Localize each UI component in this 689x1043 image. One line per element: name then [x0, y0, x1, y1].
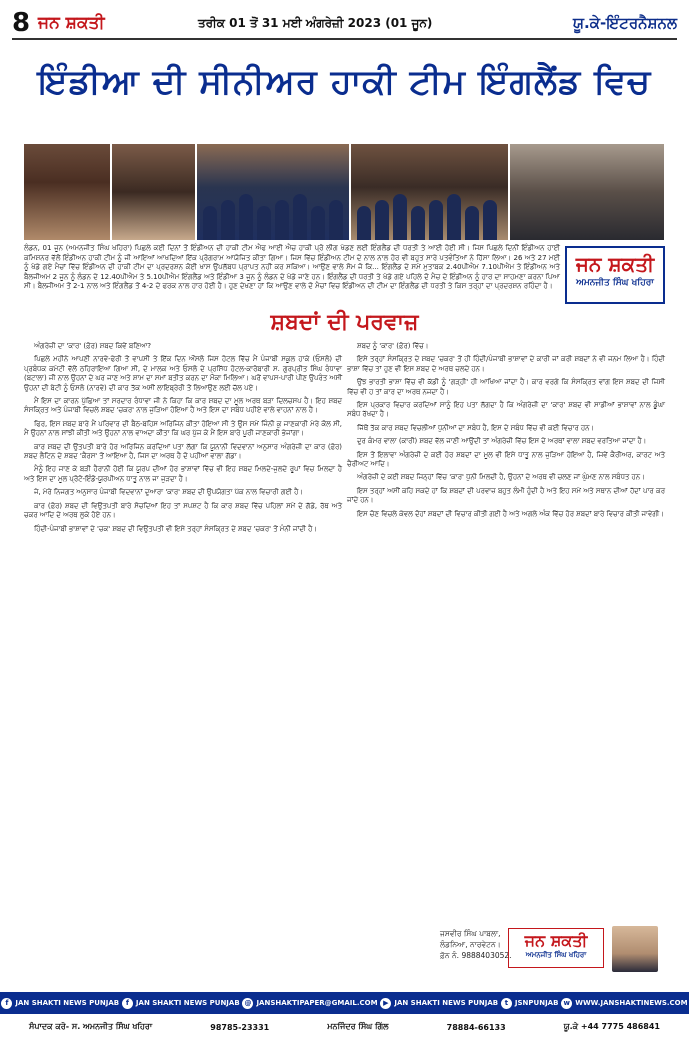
person-figure	[329, 200, 343, 240]
article-title: ਸ਼ਬਦਾਂ ਦੀ ਪਰਵਾਜ਼	[270, 310, 419, 335]
brand-logo-bottom	[508, 928, 604, 968]
team-photo	[197, 144, 349, 240]
person-figure	[483, 200, 497, 240]
paragraph: ਅੰਗਰੇਜ਼ੀ ਦੇ ਕਈ ਸ਼ਬਦ ਜਿਨ੍ਹਾਂ ਵਿੱਚ 'ਕਾਰ' ਧੁਨੀ ਮਿਲਦੀ ਹੈ, ਉਹਨਾਂ ਦੇ ਅਰਥ ਵੀ ਚਲਣ ਜਾਂ ਘੁੰਮਣ ਨਾਲ ਸਬੰਧਤ ਹਨ।	[357, 473, 645, 482]
paragraph: ਇਸ ਤਰ੍ਹਾਂ ਅਸੀਂ ਕਹਿ ਸਕਦੇ ਹਾਂ ਕਿ ਸ਼ਬਦਾਂ ਦੀ ਪਰਵਾਜ਼ ਬਹੁਤ ਲੰਮੀ ਹੁੰਦੀ ਹੈ ਅਤੇ ਇਹ ਸਮੇਂ ਅਤੇ ਸਥਾਨ ਦੀਆਂ ਹੱਦਾਂ ਪਾਰ ਕਰ ਜਾਂਦੇ ਹਨ।	[347, 486, 665, 505]
contact-item: ਸੰਪਾਦਕ ਕਰੋ- ਸ. ਅਮਨਜੀਤ ਸਿੰਘ ਖਹਿਰਾ	[29, 1022, 153, 1031]
person-figure	[311, 206, 325, 240]
person-figure	[293, 194, 307, 240]
paragraph: ਕਾਰ ਸ਼ਬਦ ਦੀ ਉਤਪਤੀ ਬਾਰੇ ਹੋਰ ਅਰਿਜਿਨ ਕਰਦਿਆਂ ਪਤਾ ਲੱਗਾ ਕਿ ਯੂਨਾਨੀ ਵਿਦਵਾਨਾਂ ਅਨੁਸਾਰ ਅੰਗਰੇਜ਼ੀ ਦਾ ਕਾਰ (ਫ਼ੋਰ) ਸ਼ਬਦ ਲੈਟਿਨ ਦੇ ਸ਼ਬਦ 'ਕੈਰਸ' ਤੋਂ ਆਇਆ ਹੈ, ਜਿਸ ਦਾ ਅਰਥ ਹੈ ਦੋ ਪਹੀਆਂ ਵਾਲਾ ਗੱਡਾ।	[24, 442, 342, 461]
footer-item[interactable]	[1, 998, 119, 1009]
person-figure	[357, 206, 371, 240]
paragraph: ਦੁਰ ਕੰਮਰ ਵਾਲਾ (ਕਾਰੀ) ਸ਼ਬਦ ਵੱਲ ਜਾਣੀ ਆਉਂਦੀ ਤਾਂ ਅੰਗਰੇਜ਼ੀ ਵਿੱਚ ਇਸ ਦੇ ਅਰਥਾਂ ਵਾਲਾ ਸ਼ਬਦ ਵਰਤਿਆ ਜਾਂਦਾ ਹੈ।	[357, 437, 647, 446]
paragraph: ਕਾਰ (ਫ਼ੋਰ) ਸ਼ਬਦ ਦੀ ਵਿਉਤਪਤੀ ਬਾਰੇ ਸੋਚਦਿਆਂ ਇਹ ਤਾਂ ਸਪਸ਼ਟ ਹੈ ਕਿ ਕਾਰ ਸ਼ਬਦ ਵਿੱਚ ਪਹਿਲਾਂ ਸਮੇਂ ਦੇ ਗੱਡੇ, ਰੱਥ ਅਤੇ ਚਕਰ ਆਦਿ ਦੇ ਅਰਥ ਲੁਕੇ ਹੋਏ ਹਨ।	[24, 501, 342, 520]
brand-logo-title: ਜਨ ਸ਼ਕਤੀ	[524, 931, 588, 950]
facebook-icon: f	[122, 998, 133, 1009]
person-figure	[429, 200, 443, 240]
event-photo-2	[112, 144, 196, 240]
brand-box-subtitle: ਅਮਨਜੀਤ ਸਿੰਘ ਖਹਿਰਾ	[576, 278, 654, 288]
twitter-icon: t	[501, 998, 512, 1009]
section-title: ਯੂ.ਕੇ-ਇੰਟਰਨੈਸ਼ਨਲ	[573, 14, 677, 32]
footer-label: JSNPUNJAB	[514, 999, 559, 1007]
paragraph: ਇਸ ਤੋਂ ਇਲਾਵਾ ਅੰਗਰੇਜ਼ੀ ਦੇ ਕਈ ਹੋਰ ਸ਼ਬਦਾਂ ਦਾ ਮੂਲ ਵੀ ਇਸੇ ਧਾਤੂ ਨਾਲ ਜੁੜਿਆ ਹੋਇਆ ਹੈ, ਜਿਵੇਂ ਕੈਰੀਅਰ, ਕਾਰਟ ਅਤੇ ਚੈਰੀਅਟ ਆਦਿ।	[347, 450, 665, 469]
footer-label: JAN SHAKTI NEWS PUNJAB	[15, 999, 120, 1007]
person-figure	[239, 194, 253, 240]
footer-item[interactable]	[501, 998, 559, 1009]
mail-icon: @	[244, 999, 252, 1007]
paragraph: ਸ਼ਬਦ ਨੂੰ 'ਕਾਰ' (ਫ਼ੋਰ) ਵਿੱਚ।	[357, 342, 429, 350]
brand-box-title: ਜਨ ਸ਼ਕਤੀ	[575, 252, 655, 276]
event-photo-4	[351, 144, 509, 240]
author-place: ਲੰਡਨਿਆ, ਨਾਰਵੇਟਨ।	[440, 940, 501, 949]
page-header	[12, 8, 677, 40]
author-avatar	[612, 926, 658, 972]
contact-item: ਯੂ.ਕੇ +44 7775 486841	[563, 1022, 660, 1031]
paragraph: ਹਿੰਦੀ-ਪੰਜਾਬੀ ਭਾਸ਼ਾਵਾਂ ਦੇ 'ਚਕ' ਸ਼ਬਦ ਦੀ ਵਿਉਤਪਤੀ ਵੀ ਇਸੇ ਤਰ੍ਹਾਂ ਸੰਸਕ੍ਰਿਤ ਦੇ ਸ਼ਬਦ 'ਚਕਰ' ਤੋਂ ਮੰਨੀ ਜਾਂਦੀ ਹੈ।	[34, 524, 318, 533]
paper-logo: ਜਨ ਸ਼ਕਤੀ	[38, 13, 105, 33]
page-number: 8	[12, 8, 31, 38]
person-figure	[375, 200, 389, 240]
contact-item: 78884-66133	[446, 1022, 506, 1032]
paragraph: ਇਸ ਪ੍ਰਕਾਰ ਵਿਚਾਰ ਕਰਦਿਆਂ ਸਾਨੂੰ ਇਹ ਪਤਾ ਲੱਗਦਾ ਹੈ ਕਿ ਅੰਗਰੇਜ਼ੀ ਦਾ 'ਕਾਰ' ਸ਼ਬਦ ਵੀ ਸਾਡੀਆਂ ਭਾਸ਼ਾਵਾਂ ਨਾਲ ਡੂੰਘਾ ਸਬੰਧ ਰੱਖਦਾ ਹੈ।	[347, 401, 665, 419]
facebook-icon: f	[1, 998, 12, 1009]
person-figure	[465, 206, 479, 240]
paragraph: ਜੇ, ਮੇਰੇ ਨਿਜਗਤ ਅਨੁਸਾਰ ਪੰਜਾਬੀ ਵਿਦਵਾਨਾਂ ਦੁਆਰਾ 'ਕਾਰ' ਸ਼ਬਦ ਦੀ ਉਪਯੋਗਤਾ ਪੱਕ ਨਾਲ ਵਿਚਾਰੀ ਗਈ ਹੈ।	[34, 488, 303, 497]
person-figure	[203, 206, 217, 240]
paragraph: ਉਂਝ ਭਾਰਤੀ ਭਾਸ਼ਾ ਵਿੱਚ ਵੀ ਕੱਡੀ ਨੂੰ 'ਗੜ੍ਹੀ' ਹੀ ਆਖਿਆ ਜਾਂਦਾ ਹੈ। ਕਾਰ ਵਰਗੇ ਕਿ ਸੰਸਕ੍ਰਿਤ ਵਾਂਗ ਇਸ ਸ਼ਬਦ ਦੀ ਜਿਸੀ ਵਿੱਚ ਵੀ ਹ ਤਾਂ ਕਾਰ ਦਾ ਅਰਥ ਨਜਦਾ ਹੈ।	[347, 378, 665, 396]
author-name: ਜਸਵੀਰ ਸਿੰਘ ਪਾਬਲਾ,	[440, 929, 501, 938]
contact-item: 98785-23331	[210, 1022, 270, 1032]
paragraph: ਮੈਨੂੰ ਇਹ ਜਾਣ ਕੇ ਬੜੀ ਹੈਰਾਨੀ ਹੋਈ ਕਿ ਯੂਰਪ ਦੀਆਂ ਹੋਰ ਭਾਸ਼ਾਵਾਂ ਵਿੱਚ ਵੀ ਇਹ ਸ਼ਬਦ ਮਿਲਦੇ-ਜੁਲਦੇ ਰੂਪਾਂ ਵਿਚ ਮਿਲਦਾ ਹੈ ਅਤੇ ਇਸ ਦਾ ਮੂਲ ਪ੍ਰੋਟੋ-ਇੰਡੋ-ਯੂਰਪੀਅਨ ਧਾਤੂ ਨਾਲ ਜਾ ਜੁੜਦਾ ਹੈ।	[24, 465, 342, 483]
contact-footer	[0, 1016, 689, 1038]
article-column-left	[24, 342, 342, 538]
main-headline: ਇੰਡੀਆ ਦੀ ਸੀਨੀਅਰ ਹਾਕੀ ਟੀਮ ਇੰਗਲੈਂਡ ਵਿਚ	[37, 62, 652, 102]
paragraph: ਮੈਂ ਇਸ ਦਾ ਕਾਰਨ ਪੁੱਛਿਆ ਤਾਂ ਸਰਦਾਰ ਰੰਧਾਵਾ ਜੀ ਨੇ ਕਿਹਾ ਕਿ ਕਾਰ ਸ਼ਬਦ ਦਾ ਮੂਲ ਅਰਥ ਬੜਾ ਦਿਲਚਸਪ ਹੈ। ਇਹ ਸ਼ਬਦ ਸੰਸਕ੍ਰਿਤ ਅਤੇ ਪੰਜਾਬੀ ਵਿਚਲੇ ਸ਼ਬਦ 'ਚਕਰ' ਨਾਲ ਜੁੜਿਆ ਹੋਇਆ ਹੈ ਅਤੇ ਇਸ ਦਾ ਸਬੰਧ ਪਹੀਏ ਵਾਲੇ ਵਾਹਨਾਂ ਨਾਲ ਹੈ।	[24, 397, 342, 415]
footer-item[interactable]	[242, 998, 377, 1009]
event-photo-1	[24, 144, 110, 240]
story-intro: ਲੰਡਨ, 01 ਜੂਨ (ਅਮਨਜੀਤ ਸਿੰਘ ਖਹਿਰਾ) ਪਿਛਲੇ ਕਈ ਦਿਨਾਂ ਤੋਂ ਇੰਡੀਅਨ ਦੀ ਹਾਕੀ ਟੀਮ ਐਫ ਆਈ ਐਚ ਹਾਕੀ ਪ੍ਰੋ ਲੀਗ ਖੇਡਣ ਲਈ ਇੰਗਲੈਂਡ ਦੀ ਧਰਤੀ ਤੇ ਆਈ ਹੋਈ ਸੀ। ਜਿਸ ਪਿਛਲੇ ਦਿਨੀਂ ਇੰਡੀਅਨ ਹਾਈ ਕਮਿਸ਼ਨਰ ਵੱਲੋਂ ਇੰਡੀਅਨ ਹਾਕੀ ਟੀਮ ਨੂੰ ਜੀ ਆਇਆਂ ਆਖਦਿਆਂ ਇੱਕ ਪ੍ਰੋਗਰਾਮ ਆਯੋਜਿਤ ਕੀਤਾ ਗਿਆ। ਜਿਸ ਵਿੱਚ ਇੰਡੀਅਨ ਟੀਮ ਦੇ ਨਾਲ ਨਾਲ ਹੋਰ ਵੀ ਬਹੁਤ ਸਾਰੇ ਪਤਵੰਤਿਆਂ ਨੇ ਹਿੱਸਾ ਲਿਆ। 26 ਅਤੇ 27 ਮਈ ਨੂੰ ਖੇਡੇ ਗਏ ਮੈਚਾਂ ਵਿੱਚ ਇੰਡੀਅਨ ਦੀ ਹਾਕੀ ਟੀਮ ਦਾ ਪ੍ਰਦਰਸ਼ਨ ਕੋਈ ਖਾਸ ਉਪਲੱਬਧ ਪ੍ਰਾਪਤ ਨਹੀਂ ਕਰ ਸਕਿਆ। ਆਉਣ ਵਾਲੇ ਸੋਮ ਜੋ ਕਿ... ਇੰਗਲੈਂਡ ਦੇ ਸਮੇਂ ਮੁਤਾਬਕ 2.40ਪੀਐਮ 7.10ਪੀਐਮ ਤੇ ਇੰਡੀਅਨ ਅਤੇ ਬੈਲਜੀਅਮ 2 ਜੂਨ ਨੂੰ ਲੰਡਨ ਦੇ 12.40ਪੀਐਮ ਤੇ 5.10ਪੀਐਮ ਇੰਗਲੈਂਡ ਅਤੇ ਇੰਡੀਆ 3 ਜੂਨ ਨੂੰ ਲੰਡਨ ਦੇ ਖੇਡੇ ਜਾਣੇ ਹਨ। ਇੰਗਲੈਂਡ ਦੀ ਧਰਤੀ ਤੇ ਖੇਡੇ ਗਏ ਪਹਿਲੇ ਦੋ ਮੈਚ ਦੇ ਇੰਡੀਅਨ ਨੂੰ ਹਾਰ ਦਾ ਸਾਹਮਣਾ ਕਰਨਾ ਪਿਆ ਸੀ। ਬੈਲਜੀਅਮ ਤੋਂ 2-1 ਨਾਲ ਅਤੇ ਇੰਗਲੈਂਡ ਤੋਂ 4-2 ਦੇ ਫਰਕ ਨਾਲ ਹਾਰ ਹੋਈ ਹੈ। ਹੁਣ ਦੇਖਣਾ ਹਾਂ ਕਿ ਆਉਣ ਵਾਲੇ ਦੋ ਮੈਚਾਂ ਵਿਚ ਇੰਡੀਅਨ ਦੀ ਟੀਮ ਦਾ ਇੰਗਲੈਂਡ ਦੀ ਧਰਤੀ ਤੇ ਕਿਸ ਤਰ੍ਹਾਂ ਦਾ ਪ੍ਰਦਰਸ਼ਨ ਰਹਿੰਦਾ ਹੈ।	[24, 244, 560, 291]
person-figure	[275, 200, 289, 240]
brand-box	[565, 246, 665, 304]
contact-item: ਮਨਜਿੰਦਰ ਸਿੰਘ ਗਿੱਲ	[327, 1022, 389, 1031]
web-icon: w	[561, 998, 572, 1009]
footer-item[interactable]	[561, 998, 687, 1009]
paragraph: ਇਸੇ ਤਰ੍ਹਾਂ ਸੰਸਕ੍ਰਿਤ ਦੇ ਸ਼ਬਦ 'ਚਕਰ' ਤੋਂ ਹੀ ਹਿੰਦੀ/ਪੰਜਾਬੀ ਭਾਸ਼ਾਵਾਂ ਦੇ ਕਾਰੀ ਜਾਂ ਕਰੀ ਸ਼ਬਦਾਂ ਨੇ ਵੀ ਜਨਮ ਲਿਆ ਹੈ। ਹਿੰਦੀ ਭਾਸ਼ਾ ਵਿੱਚ ਤਾਂ ਹੁਣ ਵੀ ਇਸ ਸ਼ਬਦ ਦੇ ਅਰਥ ਚਲਦੇ ਹਨ।	[347, 355, 665, 373]
person-figure	[257, 206, 271, 240]
footer-label: JAN SHAKTI NEWS PUNJAB	[394, 999, 499, 1007]
footer-label: JAN SHAKTI NEWS PUNJAB	[135, 999, 240, 1007]
person-figure	[447, 194, 461, 240]
youtube-icon: ▶	[380, 998, 391, 1009]
author-signature	[440, 928, 512, 961]
paragraph: ਪਿਛਲੇ ਮਹੀਨੇ ਆਪਣੀ ਨਾਰਵੇ-ਫੇਰੀ ਤੋਂ ਵਾਪਸੀ ਤੇ ਇੱਕ ਦਿਨ ਔਸਲੋ ਜਿਸ ਹੋਟਲ ਵਿੱਚ ਮੈਂ ਪੰਜਾਬੀ ਸਕੂਲ ਹਾਕੇ (ਓਸਲੋ) ਦੀ ਪ੍ਰਬੰਧਕ ਕਮੇਟੀ ਵੱਲੋਂ ਠਹਿਰਾਇਆ ਗਿਆ ਸੀ, ਦੇ ਮਾਲਕ ਅਤੇ ਓਸਲੋ ਦੇ ਪ੍ਰਸਿੱਧ ਹੋਟਲ-ਕਾਰੋਬਾਰੀ ਸ. ਗੁਰਪ੍ਰੀਤ ਸਿੰਘ ਰੰਧਾਵਾ (ਬਟਾਲਾ) ਜੀ ਨਾਲ ਉਹਨਾਂ ਦੇ ਘਰ ਜਾਣ ਅਤੇ ਸ਼ਾਮ ਦਾ ਸਮਾਂ ਬਤੀਤ ਕਰਨ ਦਾ ਮੌਕਾ ਮਿਲਿਆ। ਘਰੋਂ ਵਾਪਸ-ਪਾਰੀ ਪੀਣ ਉਪਰੰਤ ਅਸੀਂ ਉਹਨਾਂ ਦੀ ਬੇਟੀ ਨੂੰ ਓਸਲੋ (ਨਾਰਵੇ) ਦੀ ਕਾਰ ਤੱਕ ਅਸੀਂ ਲਾਇਬ੍ਰੇਰੀ ਤੋਂ ਲਿਆਉਣ ਲਈ ਚੱਲ ਪਏ।	[24, 355, 342, 392]
article-column-right	[347, 342, 665, 523]
photo-strip	[24, 144, 664, 240]
footer-label: WWW.JANSHAKTINEWS.COM	[575, 999, 688, 1007]
footer-label: JANSHAKTIPAPER@GMAIL.COM	[256, 999, 378, 1007]
person-figure	[411, 206, 425, 240]
issue-date: ਤਰੀਕ 01 ਤੋਂ 31 ਮਈ ਅੰਗਰੇਜ਼ੀ 2023 (01 ਜੂਨ)	[198, 15, 433, 30]
paragraph: ਜਿੱਥੋਂ ਤੱਕ ਕਾਰ ਸ਼ਬਦ ਵਿਚਲੀਆਂ ਧੁਨੀਆਂ ਦਾ ਸਬੰਧ ਹੈ, ਇਸ ਦੇ ਸਬੰਧ ਵਿੱਚ ਵੀ ਕਈ ਵਿਚਾਰ ਹਨ।	[357, 423, 595, 432]
social-footer	[0, 992, 689, 1014]
brand-logo-subtitle: ਅਮਨਜੀਤ ਸਿੰਘ ਖਹਿਰਾ	[525, 951, 587, 959]
author-phone: ਫ਼ੋਨ ਨੰ. 9888403052.	[440, 951, 512, 960]
paragraph: ਅੰਗਰੇਜ਼ੀ ਦਾ 'ਕਾਰ' (ਫ਼ੋਰ) ਸ਼ਬਦ ਕਿਵੇਂ ਬਣਿਆ?	[34, 342, 151, 350]
footer-item[interactable]	[380, 998, 498, 1009]
person-figure	[393, 194, 407, 240]
paragraph: ਇਸ ਚੋਣ ਵਿਚਲੇ ਕੇਵਲ ਦੋਹਾਂ ਸ਼ਬਦਾਂ ਦੀ ਵਿਚਾਰ ਕੀਤੀ ਗਈ ਹੈ ਅਤੇ ਅਗਲੇ ਅੰਕ ਵਿੱਚ ਹੋਰ ਸ਼ਬਦਾਂ ਬਾਰੇ ਵਿਚਾਰ ਕੀਤੀ ਜਾਵੇਗੀ।	[357, 509, 664, 518]
paragraph: ਫਿਰ, ਇਸ ਸ਼ਬਦ ਬਾਰੇ ਮੈਂ ਪਰਿਵਾਰ ਦੀ ਬੈਠ-ਬਹਿਸ ਅਰਿਜਿਨ ਕੀਤਾ ਹੋਇਆ ਸੀ ਤੇ ਉਸ ਸਮੇਂ ਜਿੰਨੀ ਕੁ ਜਾਣਕਾਰੀ ਮੇਰੇ ਕੋਲ ਸੀ, ਮੈਂ ਉਹਨਾਂ ਨਾਲ ਸਾਂਝੀ ਕੀਤੀ ਅਤੇ ਉਹਨਾਂ ਨਾਲ ਵਾਅਦਾ ਕੀਤਾ ਕਿ ਘਰ ਪੁੱਜ ਕੇ ਮੈਂ ਇਸ ਬਾਰੇ ਪੂਰੀ ਜਾਣਕਾਰੀ ਭੇਜਾਂਗਾ।	[24, 419, 342, 438]
person-figure	[221, 200, 235, 240]
officials-photo	[510, 144, 664, 240]
footer-item[interactable]	[122, 998, 240, 1009]
